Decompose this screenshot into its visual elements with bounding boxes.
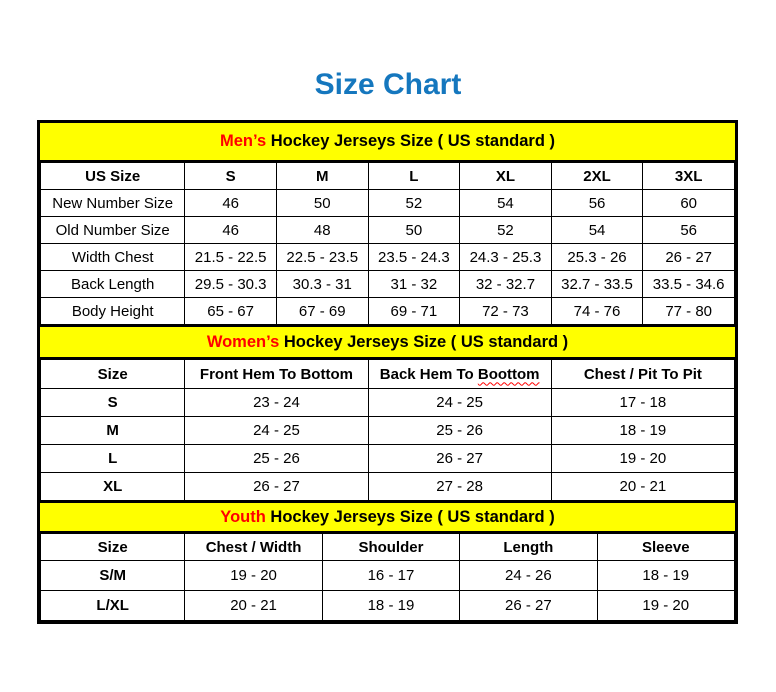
mens-section [40,123,735,325]
mens-row-label: Width Chest [41,244,185,271]
womens-banner-text: Hockey Jerseys Size ( US standard ) [279,332,569,351]
size-value-cell: 26 - 27 [185,473,368,501]
size-value-cell: 25.3 - 26 [551,244,643,271]
womens-row-label: S [41,389,185,417]
mens-header-s: S [185,163,277,190]
mens-header-l: L [368,163,460,190]
size-value-cell: 23.5 - 24.3 [368,244,460,271]
youth-row-label: S/M [41,561,185,591]
size-value-cell: 52 [368,190,460,217]
size-value-cell: 50 [368,217,460,244]
size-value-cell: 52 [460,217,552,244]
mens-header-m: M [276,163,368,190]
womens-header-size: Size [41,360,185,389]
mens-row-label: Old Number Size [41,217,185,244]
table-row [41,298,735,325]
size-value-cell: 60 [643,190,735,217]
womens-row-label: L [41,445,185,473]
mens-section-banner [40,123,735,162]
size-value-cell: 22.5 - 23.5 [276,244,368,271]
mens-row-label: New Number Size [41,190,185,217]
mens-header-row [41,163,735,190]
mens-row-label: Back Length [41,271,185,298]
size-value-cell: 48 [276,217,368,244]
size-value-cell: 65 - 67 [185,298,277,325]
table-row [41,591,735,621]
size-value-cell: 20 - 21 [185,591,322,621]
size-value-cell: 21.5 - 22.5 [185,244,277,271]
mens-header-us-size: US Size [41,163,185,190]
size-value-cell: 32 - 32.7 [460,271,552,298]
size-value-cell: 18 - 19 [322,591,459,621]
womens-size-table [40,359,735,501]
youth-header-chest-width: Chest / Width [185,534,322,561]
table-row [41,217,735,244]
youth-section [40,501,735,621]
size-value-cell: 24.3 - 25.3 [460,244,552,271]
size-value-cell: 17 - 18 [551,389,734,417]
womens-header-row [41,360,735,389]
size-value-cell: 33.5 - 34.6 [643,271,735,298]
table-row [41,389,735,417]
size-value-cell: 20 - 21 [551,473,734,501]
size-value-cell: 18 - 19 [597,561,734,591]
youth-banner-highlight: Youth [220,507,266,526]
mens-header-3xl: 3XL [643,163,735,190]
youth-row-label: L/XL [41,591,185,621]
womens-header-back-hem [368,360,551,389]
size-value-cell: 56 [643,217,735,244]
back-hem-prefix: Back Hem To [379,365,478,383]
table-row [41,244,735,271]
youth-header-shoulder: Shoulder [322,534,459,561]
size-value-cell: 74 - 76 [551,298,643,325]
youth-header-sleeve: Sleeve [597,534,734,561]
size-value-cell: 19 - 20 [597,591,734,621]
size-value-cell: 25 - 26 [185,445,368,473]
table-row [41,190,735,217]
size-value-cell: 54 [551,217,643,244]
size-value-cell: 24 - 25 [368,389,551,417]
size-value-cell: 69 - 71 [368,298,460,325]
youth-header-size: Size [41,534,185,561]
size-value-cell: 23 - 24 [185,389,368,417]
size-value-cell: 46 [185,190,277,217]
size-value-cell: 16 - 17 [322,561,459,591]
size-value-cell: 25 - 26 [368,417,551,445]
mens-row-label: Body Height [41,298,185,325]
table-row [41,561,735,591]
size-value-cell: 26 - 27 [643,244,735,271]
size-value-cell: 29.5 - 30.3 [185,271,277,298]
size-value-cell: 30.3 - 31 [276,271,368,298]
mens-banner-highlight: Men’s [219,132,267,150]
size-chart [37,120,738,624]
size-value-cell: 31 - 32 [368,271,460,298]
table-row [41,445,735,473]
size-value-cell: 19 - 20 [185,561,322,591]
size-value-cell: 27 - 28 [368,473,551,501]
size-value-cell: 67 - 69 [276,298,368,325]
size-value-cell: 19 - 20 [551,445,734,473]
youth-header-length: Length [460,534,597,561]
size-value-cell: 26 - 27 [368,445,551,473]
size-value-cell: 24 - 25 [185,417,368,445]
size-value-cell: 32.7 - 33.5 [551,271,643,298]
womens-row-label: XL [41,473,185,501]
womens-section-banner [40,325,735,359]
page-title: Size Chart [314,68,462,101]
womens-section [40,325,735,501]
size-value-cell: 54 [460,190,552,217]
size-value-cell: 26 - 27 [460,591,597,621]
size-value-cell: 72 - 73 [460,298,552,325]
mens-header-2xl: 2XL [551,163,643,190]
table-row [41,417,735,445]
misspelled-word-squiggle: Boottom [477,365,540,383]
size-value-cell: 24 - 26 [460,561,597,591]
womens-row-label: M [41,417,185,445]
youth-header-row [41,534,735,561]
size-value-cell: 77 - 80 [643,298,735,325]
mens-header-xl: XL [460,163,552,190]
youth-size-table [40,533,735,621]
table-row [41,473,735,501]
size-value-cell: 56 [551,190,643,217]
womens-banner-highlight: Women’s [206,332,280,351]
table-row [41,271,735,298]
size-value-cell: 50 [276,190,368,217]
youth-banner-text: Hockey Jerseys Size ( US standard ) [265,507,555,526]
womens-header-chest: Chest / Pit To Pit [551,360,734,389]
youth-section-banner [40,501,735,533]
womens-header-front-hem: Front Hem To Bottom [185,360,368,389]
mens-banner-text: Hockey Jerseys Size ( US standard ) [266,132,556,150]
size-value-cell: 46 [185,217,277,244]
size-value-cell: 18 - 19 [551,417,734,445]
mens-size-table [40,162,735,325]
